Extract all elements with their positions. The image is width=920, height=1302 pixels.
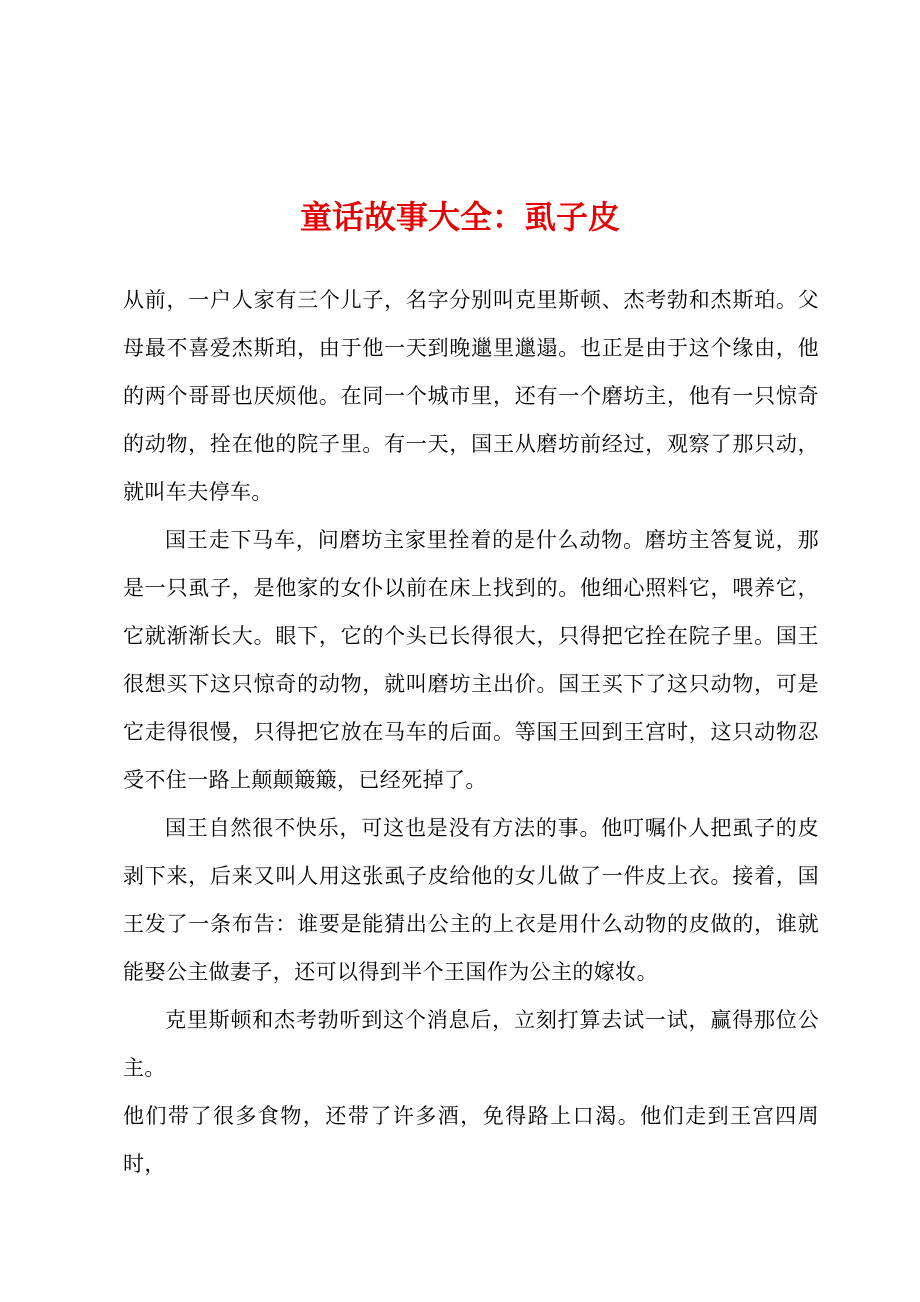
paragraph-4: 克里斯顿和杰考勃听到这个消息后，立刻打算去试一试，赢得那位公主。 [123, 1008, 819, 1080]
paragraph-2: 国王走下马车，问磨坊主家里拴着的是什么动物。磨坊主答复说，那是一只虱子，是他家的女仆以前在床上找到的。他细心照料它，喂养它，它就渐渐长大。眼下，它的个头已长得很大，只得把它拴在院子里。国王很想买下这只惊奇的动物，就叫磨坊主出价。国王买下了这只动物，可是它走得很慢，只得把它放在马车的后面。等国王回到王宫时，这只动物忍受不住一路上颠颠簸簸，已经死掉了。 [123, 528, 819, 792]
story-body [123, 276, 819, 1188]
page-title: 童话故事大全：虱子皮 [299, 198, 620, 236]
paragraph-3: 国王自然很不快乐，可这也是没有方法的事。他叮嘱仆人把虱子的皮剥下来，后来又叫人用这张虱子皮给他的女儿做了一件皮上衣。接着，国王发了一条布告：谁要是能猜出公主的上衣是用什么动物的皮做的，谁就能娶公主做妻子，还可以得到半个王国作为公主的嫁妆。 [123, 816, 819, 984]
paragraph-1: 从前，一户人家有三个儿子，名字分别叫克里斯顿、杰考勃和杰斯珀。父母最不喜爱杰斯珀，由于他一天到晚邋里邋遢。也正是由于这个缘由，他的两个哥哥也厌烦他。在同一个城市里，还有一个磨坊主，他有一只惊奇的动物，拴在他的院子里。有一天，国王从磨坊前经过，观察了那只动，就叫车夫停车。 [123, 288, 819, 504]
paragraph-5: 他们带了很多食物，还带了许多酒，免得路上口渴。他们走到王宫四周时， [123, 1104, 819, 1176]
